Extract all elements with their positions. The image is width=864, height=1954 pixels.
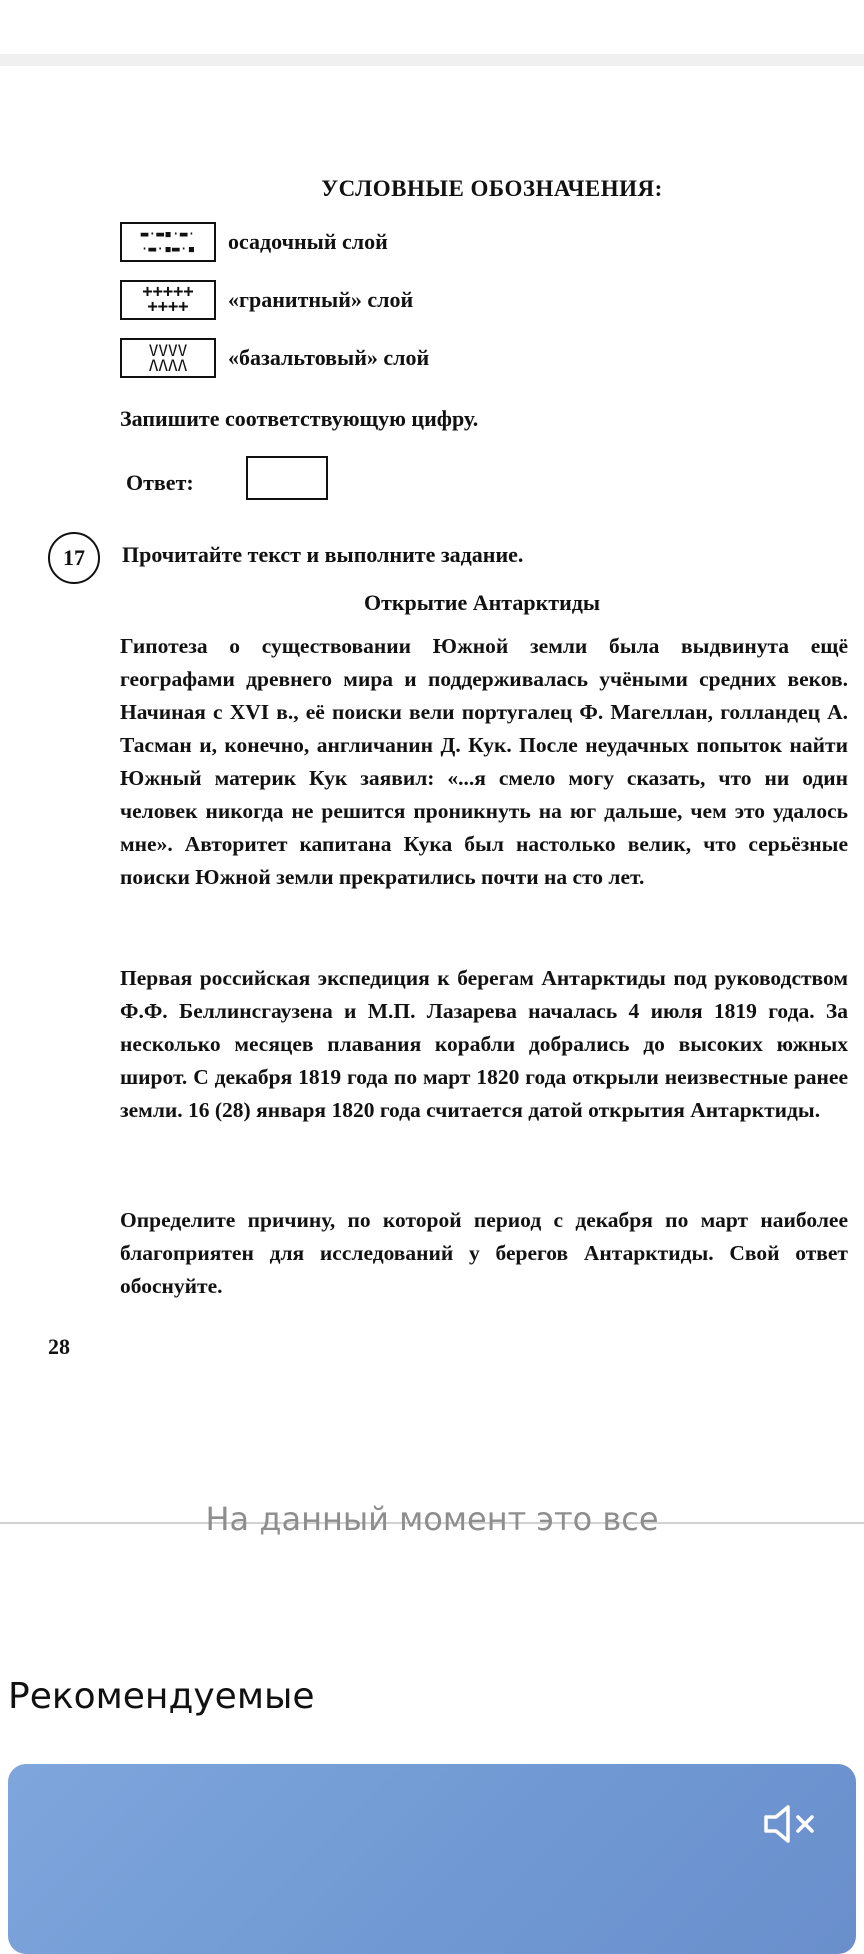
granite-pattern-icon: +++++ ++++ xyxy=(120,280,216,320)
legend-label: «гранитный» слой xyxy=(228,287,414,312)
speaker-muted-icon[interactable] xyxy=(760,1800,820,1848)
recommended-title: Рекомендуемые xyxy=(8,1676,315,1717)
task-prompt: Прочитайте текст и выполните задание. xyxy=(122,542,524,567)
paragraph: Первая российская экспедиция к берегам Антарктиды под руководством Ф.Ф. Беллинсгаузена и М.П. Лазарева началась 4 июля 1819 года. За несколько месяцев плавания корабли добрались до высоких южных широт. С декабря 1819 года по март 1820 года открыли неизвестные ранее земли. 16 (28) января 1820 года считается датой открытия Антарктиды. xyxy=(120,966,848,1122)
page-number: 28 xyxy=(48,1334,70,1359)
legend-item-sedimentary xyxy=(120,220,388,264)
end-message: На данный момент это все xyxy=(205,1500,659,1538)
legend-item-basalt xyxy=(120,336,429,380)
top-bar xyxy=(0,0,864,62)
paragraph: Гипотеза о существовании Южной земли была выдвинута ещё географами древнего мира и поддерживалась учёными средних веков. Начиная с XVI в., её поиски вели португалец Ф. Магеллан, голландец А. Тасман и, конечно, англичанин Д. Кук. После неудачных попыток найти Южный материк Кук заявил: «...я смело могу сказать, что ни один человек никогда не решится проникнуть на юг дальше, чем это удалось мне». Авторитет капитана Кука был настолько велик, что серьёзные поиски Южной земли прекратились почти на сто лет. xyxy=(120,634,848,889)
sedimentary-pattern-icon: ▬·▬▪·▬· ·▬·▪▬·▪ xyxy=(120,222,216,262)
legend-label: «базальтовый» слой xyxy=(228,345,430,370)
instruction-text: Запишите соответствующую цифру. xyxy=(120,406,479,431)
task-number-badge: 17 xyxy=(48,532,100,584)
top-divider xyxy=(0,54,864,66)
answer-box xyxy=(246,456,328,500)
recommended-video-card[interactable] xyxy=(8,1764,856,1954)
basalt-pattern-icon: VVVV ΛΛΛΛ xyxy=(120,338,216,378)
question-text: Определите причину, по которой период с декабря по март наиболее благоприятен для исследований у берегов Антарктиды. Свой ответ обоснуйте. xyxy=(120,1208,848,1298)
legend-label: осадочный слой xyxy=(228,229,388,254)
end-of-content xyxy=(0,1500,864,1546)
text-title: Открытие Антарктиды xyxy=(363,590,601,615)
answer-label: Ответ: xyxy=(126,470,194,495)
legend-item-granite xyxy=(120,278,413,322)
legend-title: УСЛОВНЫЕ ОБОЗНАЧЕНИЯ: xyxy=(321,176,663,201)
